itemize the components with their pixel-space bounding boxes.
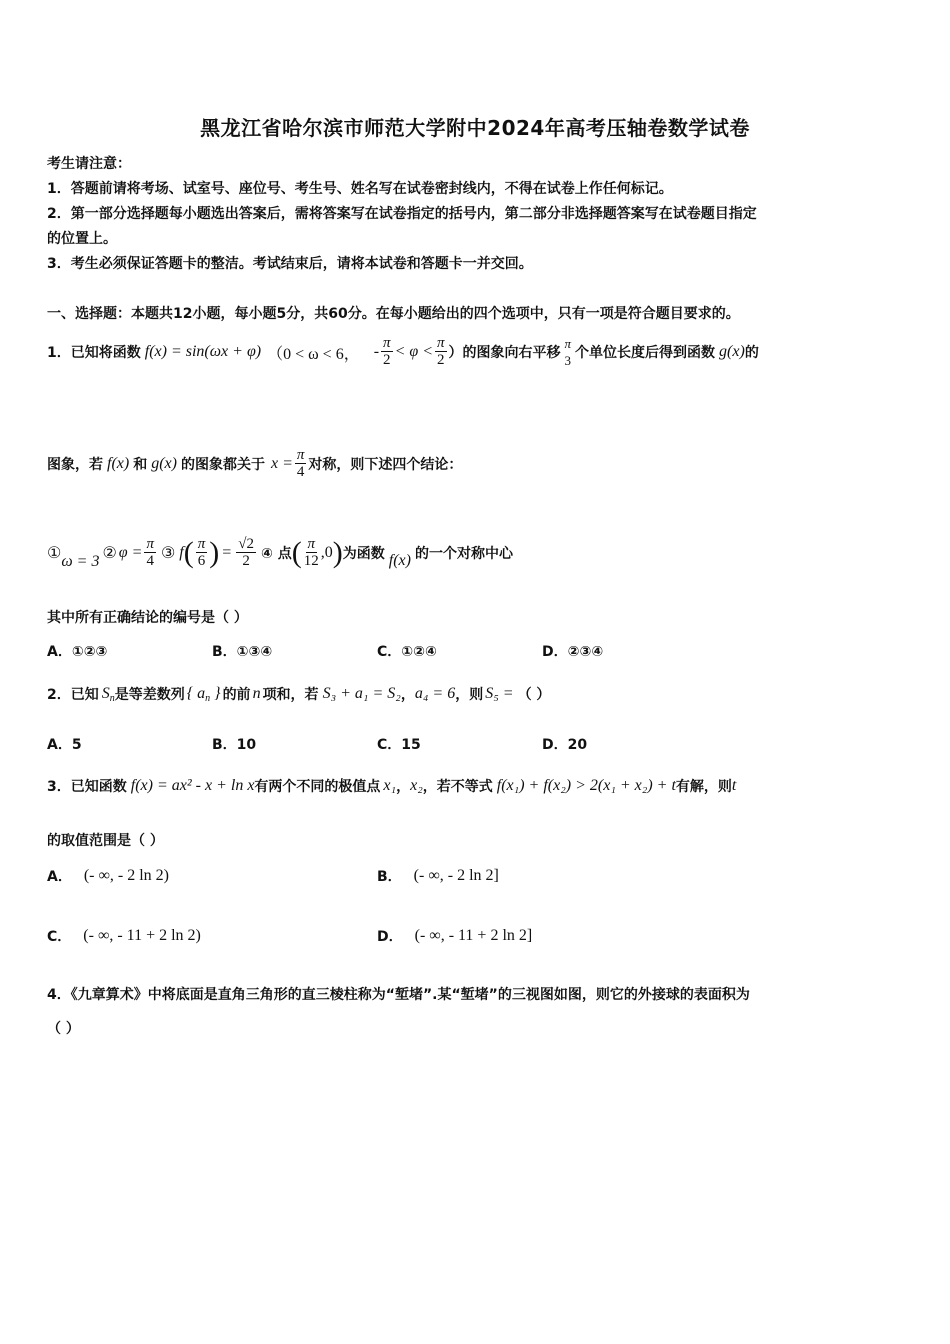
q3-line-1 <box>47 766 736 806</box>
q1-l2c: 对称，则下述四个结论： <box>308 457 463 473</box>
q1-c3-f: f <box>179 544 184 561</box>
q1-c4c: 的一个对称中心 <box>414 546 513 562</box>
q1-mid-text: 个单位长度后得到函数 <box>575 345 716 361</box>
q1-l2b: 的图象都关于 <box>180 457 265 473</box>
q2-eq2: a₄ = 6 <box>414 685 456 702</box>
notice-heading: 考生请注意： <box>47 156 131 172</box>
q2-line <box>47 676 550 712</box>
q1-c4: ④ 点 <box>261 546 292 562</box>
q1-gx: g(x) <box>719 343 745 360</box>
q1-conclusions <box>47 528 513 578</box>
q2-lead: 2．已知 <box>47 687 99 703</box>
q1-cond-omega: （0 < ω < 6， <box>267 345 360 363</box>
q1-frac-pi-6: $\frac{\pi}{6}$ <box>197 536 206 569</box>
notice-item-1: 1．答题前请将考场、试室号、座位号、考生号、姓名写在试卷密封线内，不得在试卷上作任何标记。 <box>47 181 673 197</box>
q1-paren-left: ( <box>183 536 194 569</box>
q2-sum: 项和，若 <box>262 687 319 703</box>
q1-fx: f(x) <box>107 455 130 472</box>
q1-c1: ① <box>47 545 62 562</box>
q3-sep: ， <box>396 779 411 795</box>
q1-option-d[interactable]: D．②③④ <box>542 644 604 660</box>
q3-mid2: ，若不等式 <box>422 779 493 795</box>
q1-frac-pi-12: $\frac{\pi}{12}$ <box>303 536 319 569</box>
q1-option-c[interactable]: C．①②④ <box>377 644 437 660</box>
notice-item-2-cont: 的位置上。 <box>47 231 117 247</box>
q1-frac-pi-4b: $\frac{\pi}{4}$ <box>146 536 154 569</box>
q2-n-var: n <box>252 685 261 702</box>
q1-fx-2: f(x) <box>388 552 411 569</box>
q3-lead: 3．已知函数 <box>47 779 127 795</box>
q3-mid: 有两个不同的极值点 <box>254 779 381 795</box>
q2-sn: $S_n$ <box>101 684 115 704</box>
q2-an: { $a_n$ } <box>186 684 221 704</box>
q2-s5: S₅ = <box>485 685 514 702</box>
q1-zero: ,0 <box>320 544 333 561</box>
q4-line-2: （ ） <box>47 1021 80 1037</box>
q1-frac-pi-3: π 3 <box>564 335 572 368</box>
q1-frac-pi-4: $\frac{\pi}{4}$ <box>296 447 305 480</box>
q1-function: f(x) = sin(ωx + φ) <box>144 343 262 360</box>
q1-c3-eq: = <box>222 544 232 561</box>
q1-cond-phi: < φ < <box>394 343 434 360</box>
q2-option-d[interactable]: D．20 <box>542 737 588 753</box>
q3-end: 有解，则 <box>675 779 732 795</box>
q1-frac-sqrt2-2: $\frac{√2}{2}$ <box>238 536 255 569</box>
q2-option-a[interactable]: A．5 <box>47 737 82 753</box>
q1-frac-pi-2b: $\frac{\pi}{2}$ <box>437 335 445 368</box>
q4-line-1: 4．《九章算术》中将底面是直角三角形的直三棱柱称为“堑堵”.某“堑堵”的三视图如图，则它的外接球的表面积为 <box>47 987 750 1003</box>
q1-c3: ③ <box>160 545 176 562</box>
q1-c1-math: ω = 3 <box>61 553 100 570</box>
q2-is: 是等差数列 <box>114 687 185 703</box>
q2-front: 的前 <box>222 687 251 703</box>
q3-x1: x₁ <box>383 777 397 794</box>
q1-lead: 1．已知将函数 <box>47 345 141 361</box>
q1-line-1 <box>47 332 759 372</box>
q3-option-c[interactable]: C． (- ∞, - 11 + 2 ln 2) <box>47 927 201 945</box>
section-heading: 一、选择题：本题共12小题，每小题5分，共60分。在每小题给出的四个选项中，只有一项是符合题目要求的。 <box>47 306 740 322</box>
q3-function: f(x) = ax² - x + ln x <box>130 777 255 794</box>
q3-line-2: 的取值范围是（ ） <box>47 833 164 849</box>
q1-option-b[interactable]: B．①③④ <box>212 644 273 660</box>
q1-paren-right: ) <box>209 536 220 569</box>
q2-option-b[interactable]: B．10 <box>212 737 257 753</box>
q3-x2: x₂ <box>410 777 423 794</box>
q1-c2: ② <box>102 545 117 562</box>
q1-ask: 其中所有正确结论的编号是（ ） <box>47 610 248 626</box>
q2-blank: （ ） <box>517 687 551 703</box>
q1-frac-pi-2a: $\frac{\pi}{2}$ <box>383 335 391 368</box>
page-title: 黑龙江省哈尔滨市师范大学附中2024年高考压轴卷数学试卷 <box>200 116 750 140</box>
q1-c2-math: φ = <box>118 544 143 561</box>
q3-option-d[interactable]: D． (- ∞, - 11 + 2 ln 2] <box>377 927 533 945</box>
q1-paren-left-2: ( <box>291 536 302 569</box>
notice-item-2: 2．第一部分选择题每小题选出答案后，需将答案写在试卷指定的括号内，第二部分非选择题答案写在试卷题目指定 <box>47 206 757 222</box>
q2-then: ，则 <box>455 687 484 703</box>
q1-paren-right-2: ) <box>332 536 343 569</box>
q3-option-b[interactable]: B． (- ∞, - 2 ln 2] <box>377 867 499 885</box>
q1-l2a: 图象，若 <box>47 457 103 473</box>
q3-option-a[interactable]: A． (- ∞, - 2 ln 2) <box>47 867 170 885</box>
q1-end: 的 <box>744 345 759 361</box>
q1-option-a[interactable]: A．①②③ <box>47 644 108 660</box>
q2-eq1: S₃ + a₁ = S₂ <box>322 685 401 702</box>
q1-shift-text: ）的图象向右平移 <box>448 345 561 361</box>
q1-minus: - <box>373 343 380 360</box>
q2-comma: ， <box>400 687 415 703</box>
q1-line-2 <box>47 443 462 485</box>
q1-x-eq: x = <box>270 455 293 472</box>
q1-c4b: 为函数 <box>342 546 385 562</box>
notice-item-3: 3．考生必须保证答题卡的整洁。考试结束后，请将本试卷和答题卡一并交回。 <box>47 256 533 272</box>
q3-t: t <box>731 777 737 794</box>
q2-option-c[interactable]: C．15 <box>377 737 421 753</box>
q1-gx-2: g(x) <box>151 455 177 472</box>
q1-and: 和 <box>133 457 148 473</box>
q3-inequality: f(x₁) + f(x₂) > 2(x₁ + x₂) + t <box>496 777 676 794</box>
